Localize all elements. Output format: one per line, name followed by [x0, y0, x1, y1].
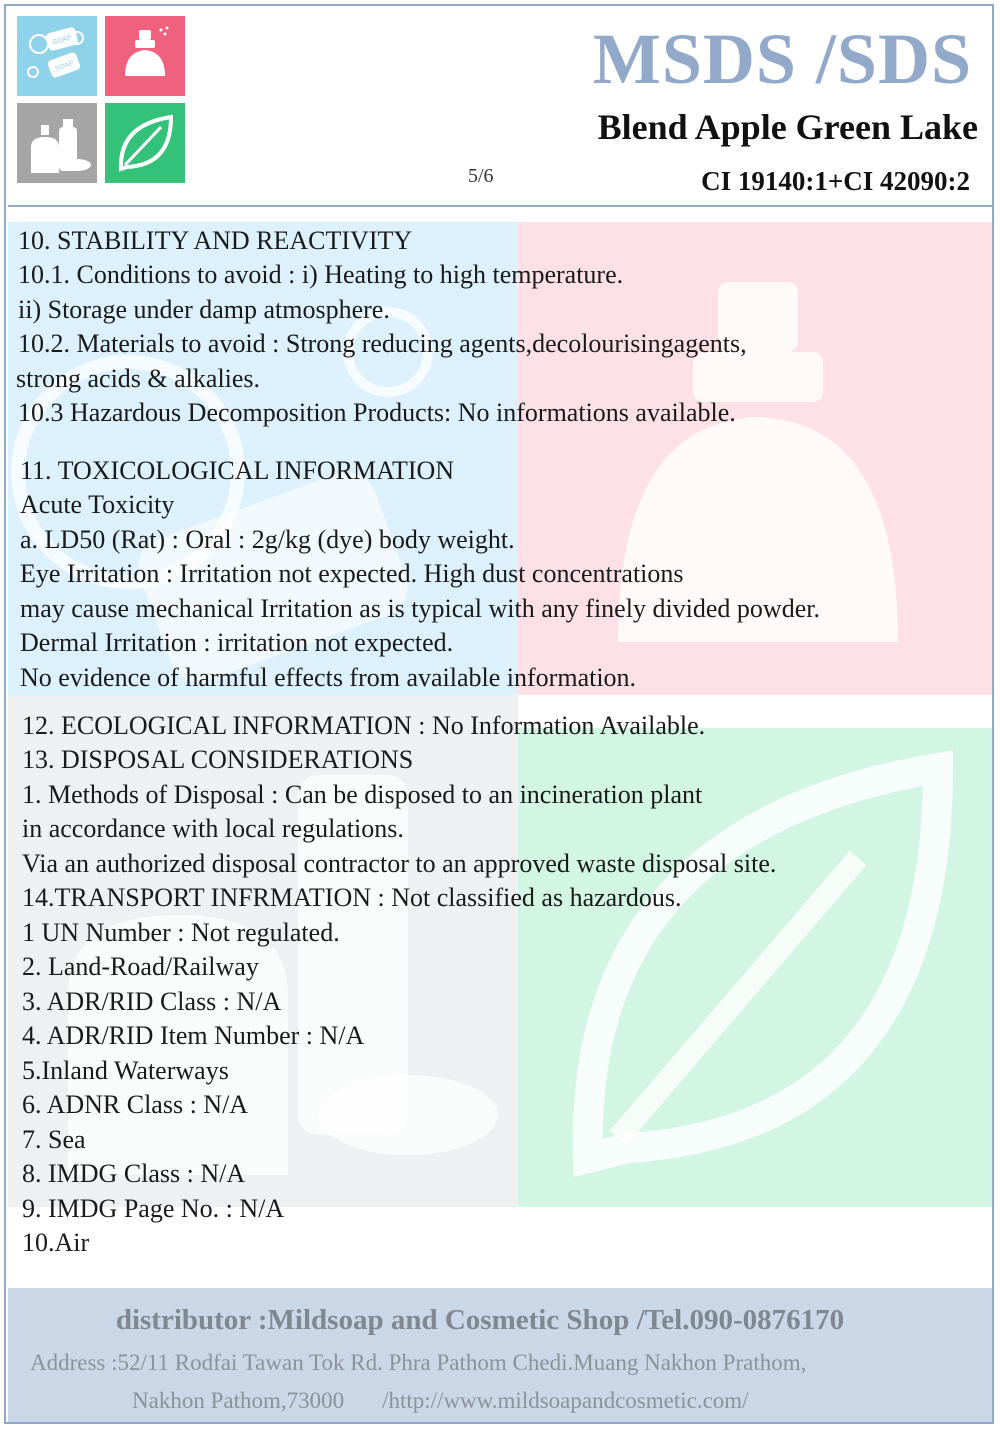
imdg-class: 8. IMDG Class : N/A — [22, 1159, 246, 1188]
methods-of-disposal-2: in accordance with local regulations. — [22, 814, 404, 843]
dermal-irritation: Dermal Irritation : irritation not expected. — [20, 628, 454, 657]
section-14-heading: 14.TRANSPORT INFRMATION : Not classified as hazardous. — [22, 883, 682, 912]
adr-rid-item-number: 4. ADR/RID Item Number : N/A — [22, 1021, 365, 1050]
materials-to-avoid: 10.2. Materials to avoid : Strong reducing agents,decolourisingagents, — [18, 329, 747, 358]
distributor-line: distributor :Mildsoap and Cosmetic Shop /Tel.090-0876170 — [115, 1304, 845, 1336]
sea: 7. Sea — [22, 1125, 86, 1154]
imdg-page-no: 9. IMDG Page No. : N/A — [22, 1194, 285, 1223]
disposal-contractor: Via an authorized disposal contractor to an approved waste disposal site. — [22, 849, 777, 878]
eye-irritation: Eye Irritation : Irritation not expected. High dust concentrations — [20, 559, 684, 588]
product-name: Blend Apple Green Lake — [597, 107, 978, 147]
section-12-heading: 12. ECOLOGICAL INFORMATION : No Information Available. — [22, 711, 706, 740]
no-evidence: No evidence of harmful effects from available information. — [20, 663, 637, 692]
conditions-to-avoid-2: ii) Storage under damp atmosphere. — [18, 295, 390, 324]
adr-rid-class: 3. ADR/RID Class : N/A — [22, 987, 282, 1016]
inland-waterways: 5.Inland Waterways — [22, 1056, 229, 1085]
ci-number: CI 19140:1+CI 42090:2 — [701, 166, 970, 196]
ld50-line: a. LD50 (Rat) : Oral : 2g/kg (dye) body weight. — [20, 525, 515, 554]
land-road-railway: 2. Land-Road/Railway — [22, 952, 259, 981]
section-10-heading: 10. STABILITY AND REACTIVITY — [18, 226, 413, 255]
page-number: 5/6 — [468, 165, 494, 187]
footer — [8, 1288, 992, 1422]
address-line-1: Address :52/11 Rodfai Tawan Tok Rd. Phra Pathom Chedi.Muang Nakhon Prathom, — [30, 1350, 807, 1375]
document-title: MSDS /SDS — [592, 19, 972, 99]
logo-soap-label-1: SOAP — [52, 34, 73, 47]
materials-to-avoid-2: strong acids & alkalies. — [16, 364, 261, 393]
acute-toxicity: Acute Toxicity — [20, 490, 175, 519]
conditions-to-avoid: 10.1. Conditions to avoid : i) Heating to high temperature. — [18, 260, 624, 289]
air: 10.Air — [22, 1228, 90, 1257]
address-line-2: Nakhon Pathom,73000 — [132, 1388, 345, 1413]
adnr-class: 6. ADNR Class : N/A — [22, 1090, 249, 1119]
section-11-heading: 11. TOXICOLOGICAL INFORMATION — [20, 456, 455, 485]
un-number: 1 UN Number : Not regulated. — [22, 918, 340, 947]
logo-soap-label-2: SOAP — [54, 59, 75, 74]
address-line-2-row — [132, 1388, 749, 1414]
website-link[interactable]: /http://www.mildsoapandcosmetic.com/ — [382, 1388, 749, 1413]
methods-of-disposal: 1. Methods of Disposal : Can be disposed to an incineration plant — [22, 780, 703, 809]
hazardous-decomposition: 10.3 Hazardous Decomposition Products: No informations available. — [18, 398, 736, 427]
eye-irritation-2: may cause mechanical Irritation as is typical with any finely divided powder. — [20, 594, 820, 623]
section-13-heading: 13. DISPOSAL CONSIDERATIONS — [22, 745, 414, 774]
